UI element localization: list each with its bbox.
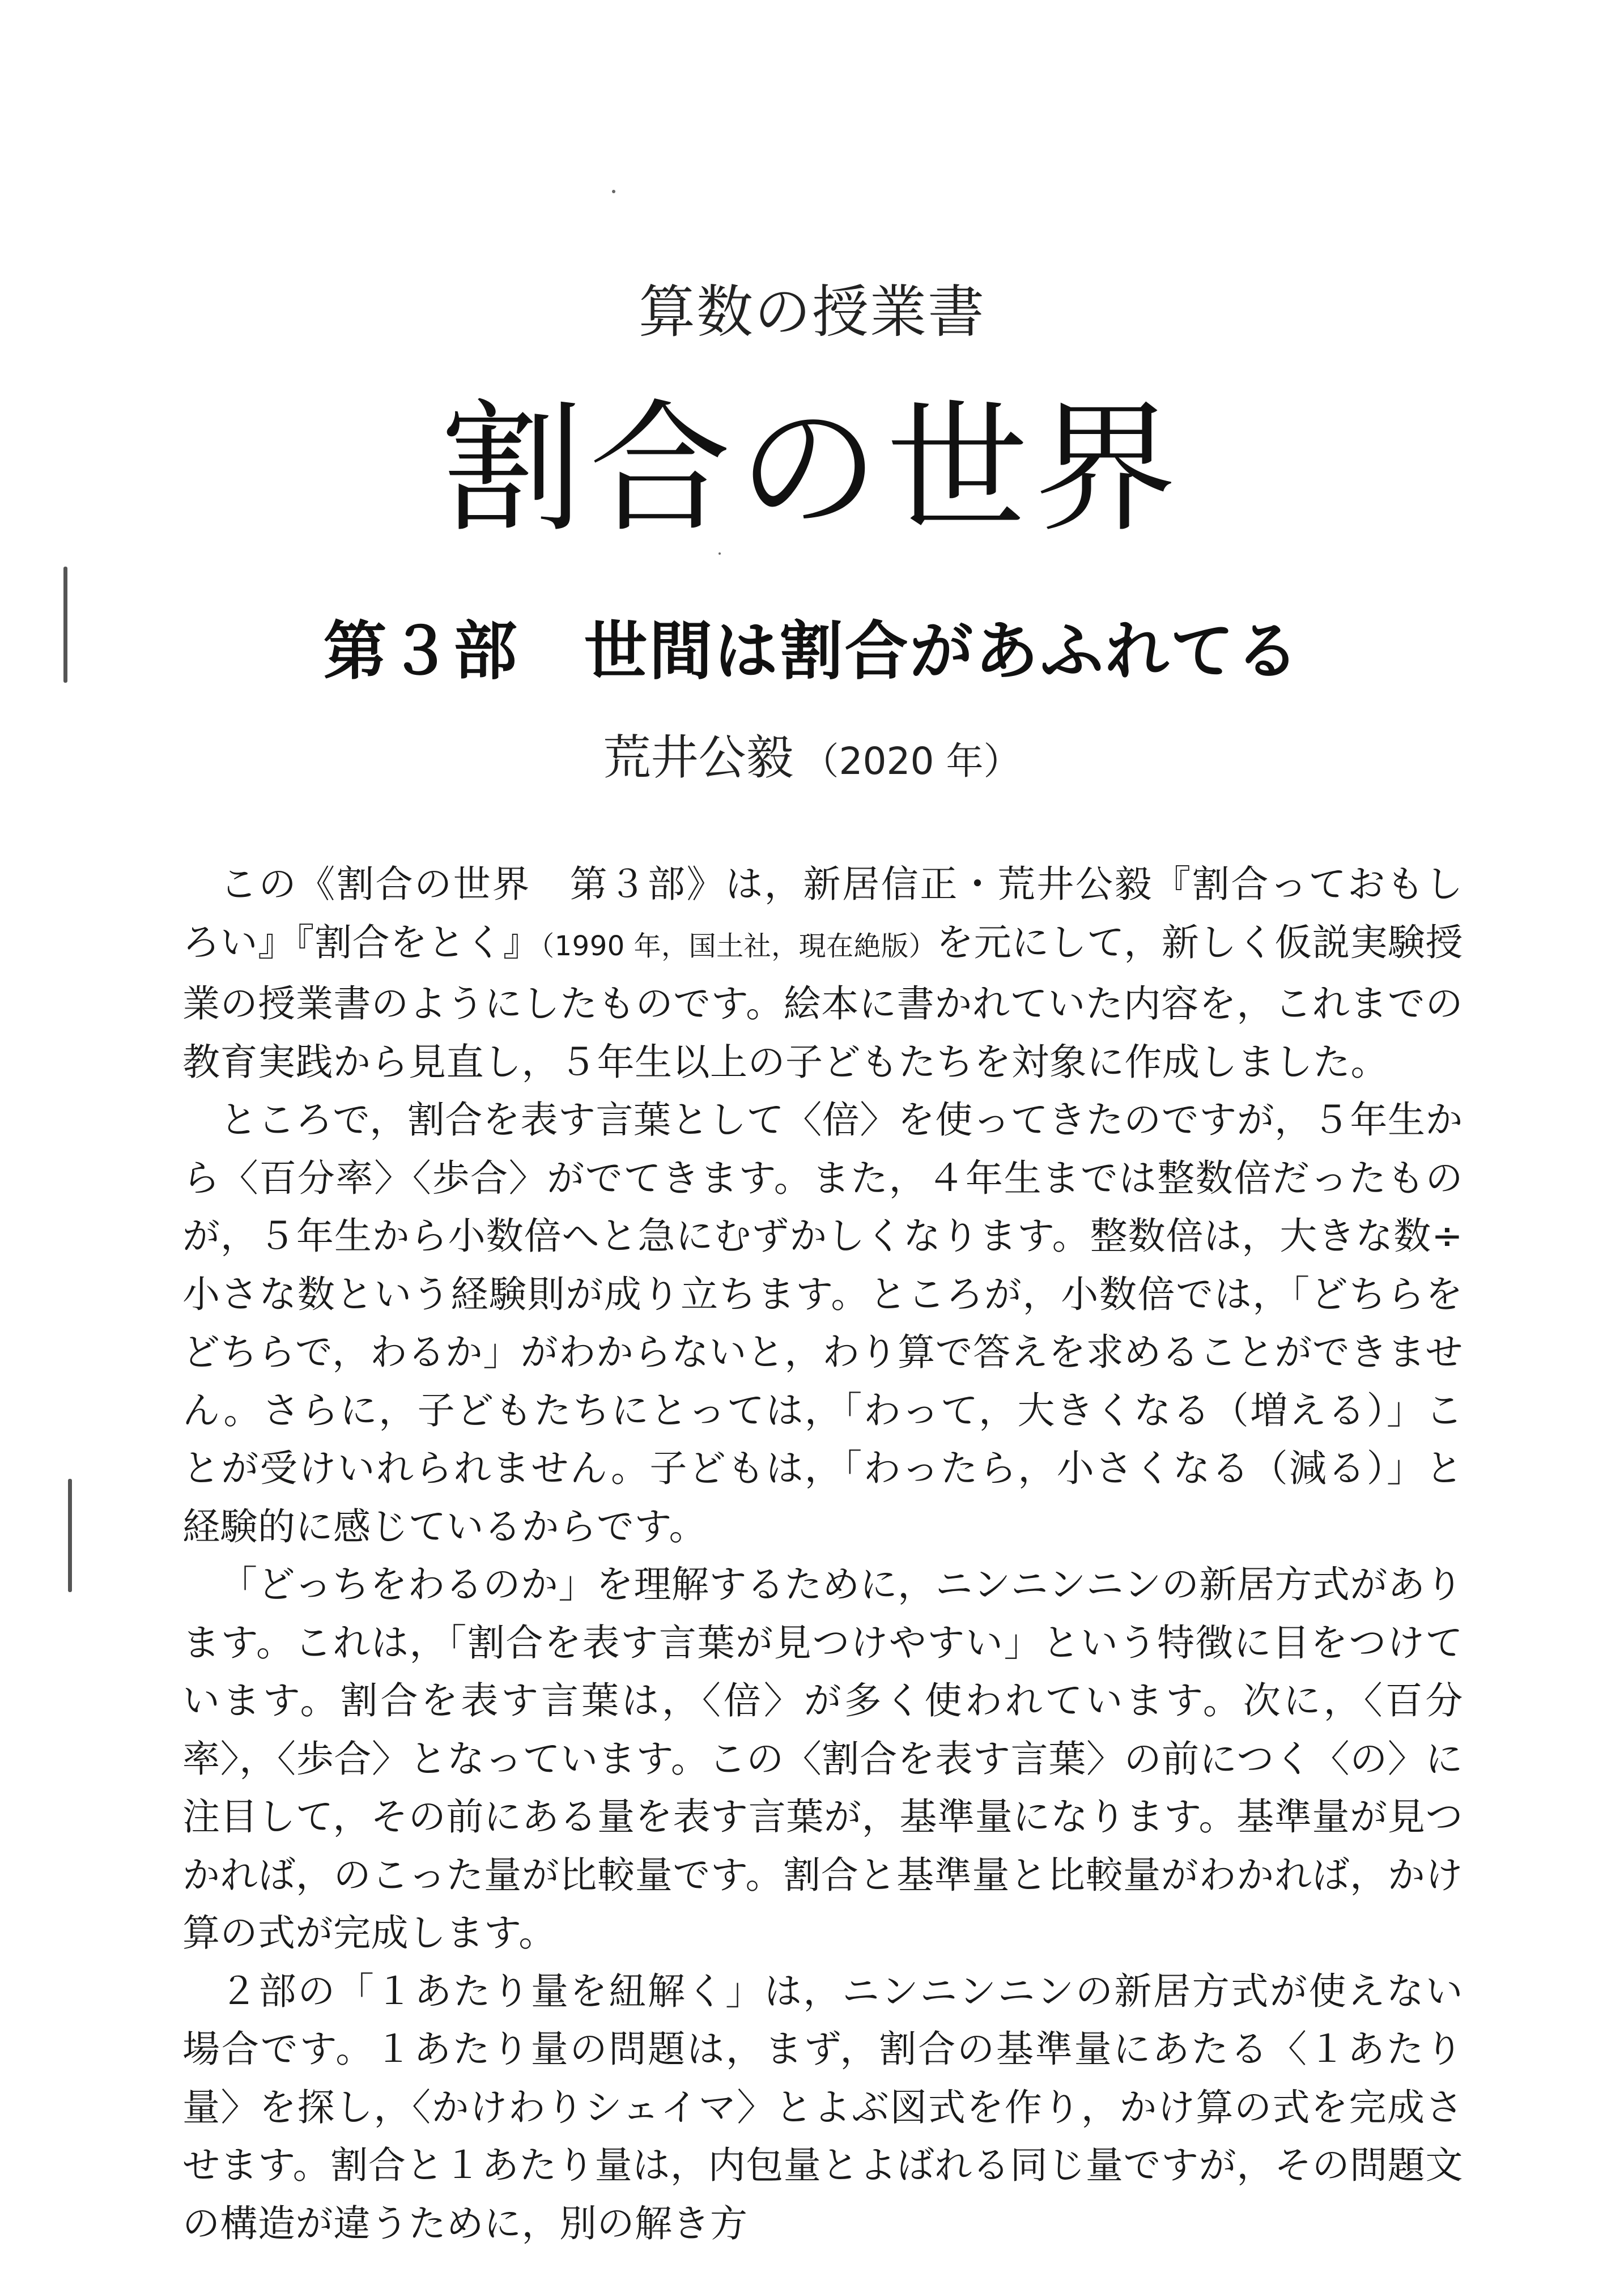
paragraph-4: ２部の「１あたり量を紐解く」は，ニンニンニンの新居方式が使えない場合です。１あたり量の問題は，まず，割合の基準量にあたる〈１あたり量〉を探し，〈かけわりシェイマ〉とよぶ図式を作り，かけ算の式を完成させます。割合と１あたり量は，内包量とよばれる同じ量ですが，その問題文の構造が違うために，別の解き方 xyxy=(182,1969,1463,2245)
paragraph-3: 「どっちをわるのか」を理解するために，ニンニンニンの新居方式があります。これは，「割合を表す言葉が見つけやすい」という特徴に目をつけています。割合を表す言葉は，〈倍〉が多く使われています。次に，〈百分率〉，〈歩合〉となっています。この〈割合を表す言葉〉の前につく〈の〉に注目して，その前にある量を表す言葉が，基準量になります。基準量が見つかれば，のこった量が比較量です。割合と基準量と比較量がわかれば，かけ算の式が完成します。 xyxy=(182,1563,1463,1955)
scan-speck xyxy=(612,190,615,193)
paragraph-1-text-a: この《割合の世界 第３部》は，新居信正・荒井公毅『割合っておもしろい』『割合をとく』 xyxy=(182,862,1463,964)
series-label: 算数の授業書 xyxy=(639,279,985,345)
author-name: 荒井公毅 xyxy=(603,730,794,785)
scan-speck xyxy=(719,552,721,555)
author-line xyxy=(0,720,1624,788)
paragraph-1-text-b: を元にして，新しく仮説実験授業の授業書のようにしたものです。絵本に書かれていた内容を，これまでの教育実践から見直し，５年生以上の子どもたちを対象に作成しました。 xyxy=(182,920,1463,1084)
part-title: 第３部 世間は割合があふれてる xyxy=(323,615,1301,688)
body-text xyxy=(182,856,1463,2253)
scan-margin-mark xyxy=(68,1479,72,1592)
publication-year: （2020 年） xyxy=(801,739,1021,783)
citation-note: （1990 年，国土社，現在絶版） xyxy=(541,930,937,962)
document-title: 割合の世界 xyxy=(441,386,1183,551)
paragraph-1 xyxy=(182,856,1463,1091)
paragraph-2: ところで，割合を表す言葉として〈倍〉を使ってきたのですが，５年生から〈百分率〉〈歩合〉がでてきます。また，４年生までは整数倍だったものが，５年生から小数倍へと急にむずかしくなります。整数倍は，大きな数÷小さな数という経験則が成り立ちます。ところが，小数倍では，「どちらをどちらで，わるか」がわからないと，わり算で答えを求めることができません。さらに，子どもたちにとっては，「わって，大きくなる（増える）」ことが受けいれられません。子どもは，「わったら，小さくなる（減る）」と経験的に感じているからです。 xyxy=(182,1098,1463,1548)
